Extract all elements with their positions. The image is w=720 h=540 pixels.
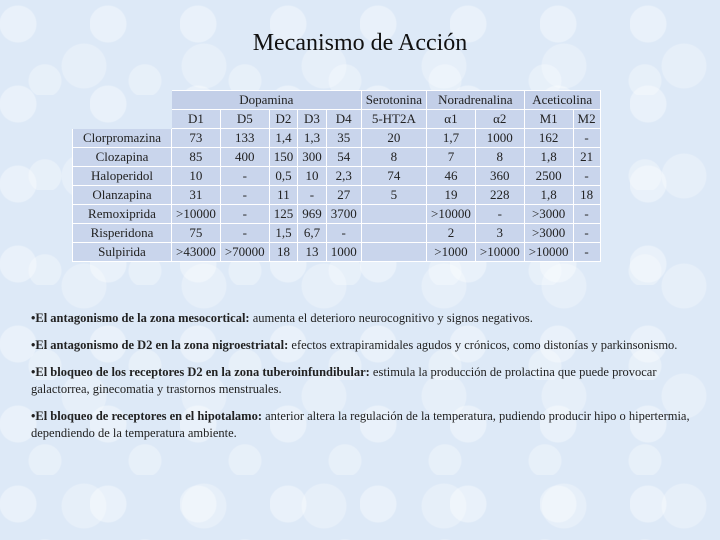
- table-corner: [73, 110, 172, 129]
- drug-name-cell: Clorpromazina: [73, 129, 172, 148]
- drug-name-cell: Sulpirida: [73, 243, 172, 262]
- value-cell: 1,8: [524, 186, 573, 205]
- subheader-cell: 5-HT2A: [361, 110, 426, 129]
- value-cell: 300: [298, 148, 327, 167]
- value-cell: 1,3: [298, 129, 327, 148]
- value-cell: 1000: [326, 243, 361, 262]
- group-header-serotonina: Serotonina: [361, 91, 426, 110]
- value-cell: 10: [298, 167, 327, 186]
- subheader-cell: α2: [475, 110, 524, 129]
- value-cell: >70000: [220, 243, 269, 262]
- value-cell: -: [573, 243, 600, 262]
- value-cell: -: [573, 129, 600, 148]
- bullet-bold: •El antagonismo de D2 en la zona nigroestriatal:: [31, 338, 289, 352]
- value-cell: 5: [361, 186, 426, 205]
- value-cell: >10000: [475, 243, 524, 262]
- value-cell: 13: [298, 243, 327, 262]
- table-group-header-row: [73, 91, 601, 110]
- value-cell: 7: [427, 148, 476, 167]
- value-cell: 2,3: [326, 167, 361, 186]
- value-cell: 133: [220, 129, 269, 148]
- table-row: [73, 205, 601, 224]
- value-cell: [361, 224, 426, 243]
- value-cell: >3000: [524, 205, 573, 224]
- value-cell: 2500: [524, 167, 573, 186]
- value-cell: 1,8: [524, 148, 573, 167]
- value-cell: 228: [475, 186, 524, 205]
- value-cell: 1,5: [269, 224, 298, 243]
- table-subheader-row: [73, 110, 601, 129]
- value-cell: 35: [326, 129, 361, 148]
- value-cell: -: [573, 167, 600, 186]
- bullet-bold: •El bloqueo de los receptores D2 en la zona tuberoinfundibular:: [31, 365, 370, 379]
- table-row: [73, 243, 601, 262]
- bullet-item: [31, 337, 693, 354]
- value-cell: >10000: [524, 243, 573, 262]
- value-cell: 21: [573, 148, 600, 167]
- table-body: [73, 129, 601, 262]
- value-cell: -: [326, 224, 361, 243]
- table-row: [73, 148, 601, 167]
- value-cell: -: [220, 186, 269, 205]
- value-cell: 19: [427, 186, 476, 205]
- value-cell: >1000: [427, 243, 476, 262]
- value-cell: -: [573, 205, 600, 224]
- value-cell: 162: [524, 129, 573, 148]
- value-cell: 18: [269, 243, 298, 262]
- value-cell: 360: [475, 167, 524, 186]
- value-cell: 6,7: [298, 224, 327, 243]
- table-row: [73, 186, 601, 205]
- bullet-text: anterior altera la regulación de la temperatura, pudiendo producir hipo o hipertermia, dependiendo de la temperatura ambiente.: [31, 409, 690, 440]
- drug-name-cell: Clozapina: [73, 148, 172, 167]
- value-cell: -: [220, 167, 269, 186]
- value-cell: 31: [172, 186, 221, 205]
- page-title: Mecanismo de Acción: [252, 30, 468, 56]
- value-cell: 3700: [326, 205, 361, 224]
- value-cell: >10000: [427, 205, 476, 224]
- bullet-text: efectos extrapiramidales agudos y crónicos, como distonías y parkinsonismo.: [288, 338, 678, 352]
- value-cell: -: [298, 186, 327, 205]
- receptor-affinity-table: [72, 90, 601, 262]
- value-cell: [361, 205, 426, 224]
- value-cell: 74: [361, 167, 426, 186]
- bullet-text: aumenta el deterioro neurocognitivo y signos negativos.: [249, 311, 533, 325]
- value-cell: 400: [220, 148, 269, 167]
- value-cell: 73: [172, 129, 221, 148]
- bullet-item: [31, 408, 693, 442]
- group-header-dopamina: Dopamina: [172, 91, 362, 110]
- drug-name-cell: Remoxiprida: [73, 205, 172, 224]
- subheader-cell: D2: [269, 110, 298, 129]
- value-cell: -: [573, 224, 600, 243]
- value-cell: 54: [326, 148, 361, 167]
- value-cell: 10: [172, 167, 221, 186]
- subheader-cell: M2: [573, 110, 600, 129]
- value-cell: 969: [298, 205, 327, 224]
- value-cell: -: [475, 205, 524, 224]
- bullet-item: [31, 364, 693, 398]
- subheader-cell: M1: [524, 110, 573, 129]
- bullet-item: [31, 310, 693, 327]
- subheader-cell: D1: [172, 110, 221, 129]
- value-cell: 18: [573, 186, 600, 205]
- value-cell: 8: [361, 148, 426, 167]
- value-cell: 8: [475, 148, 524, 167]
- value-cell: 2: [427, 224, 476, 243]
- value-cell: 46: [427, 167, 476, 186]
- value-cell: 85: [172, 148, 221, 167]
- value-cell: 75: [172, 224, 221, 243]
- bullet-bold: •El antagonismo de la zona mesocortical:: [31, 311, 250, 325]
- drug-name-cell: Haloperidol: [73, 167, 172, 186]
- value-cell: 1,4: [269, 129, 298, 148]
- subheader-cell: D5: [220, 110, 269, 129]
- value-cell: 1000: [475, 129, 524, 148]
- group-header-aceticolina: Aceticolina: [524, 91, 600, 110]
- drug-name-cell: Olanzapina: [73, 186, 172, 205]
- group-header-noradrenalina: Noradrenalina: [427, 91, 525, 110]
- subheader-cell: D3: [298, 110, 327, 129]
- value-cell: [361, 243, 426, 262]
- table-row: [73, 167, 601, 186]
- value-cell: >43000: [172, 243, 221, 262]
- value-cell: >10000: [172, 205, 221, 224]
- value-cell: 27: [326, 186, 361, 205]
- value-cell: 150: [269, 148, 298, 167]
- subheader-cell: D4: [326, 110, 361, 129]
- value-cell: 1,7: [427, 129, 476, 148]
- bullet-bold: •El bloqueo de receptores en el hipotalamo:: [31, 409, 262, 423]
- table-corner: [73, 91, 172, 110]
- value-cell: 11: [269, 186, 298, 205]
- value-cell: 0,5: [269, 167, 298, 186]
- value-cell: 125: [269, 205, 298, 224]
- value-cell: -: [220, 224, 269, 243]
- value-cell: >3000: [524, 224, 573, 243]
- bullet-text: estimula la producción de prolactina que puede provocar galactorrea, ginecomatia y trastornos menstruales.: [31, 365, 657, 396]
- value-cell: 20: [361, 129, 426, 148]
- subheader-cell: α1: [427, 110, 476, 129]
- table-row: [73, 129, 601, 148]
- value-cell: 3: [475, 224, 524, 243]
- value-cell: -: [220, 205, 269, 224]
- table-row: [73, 224, 601, 243]
- drug-name-cell: Risperidona: [73, 224, 172, 243]
- bullet-list: [31, 310, 693, 452]
